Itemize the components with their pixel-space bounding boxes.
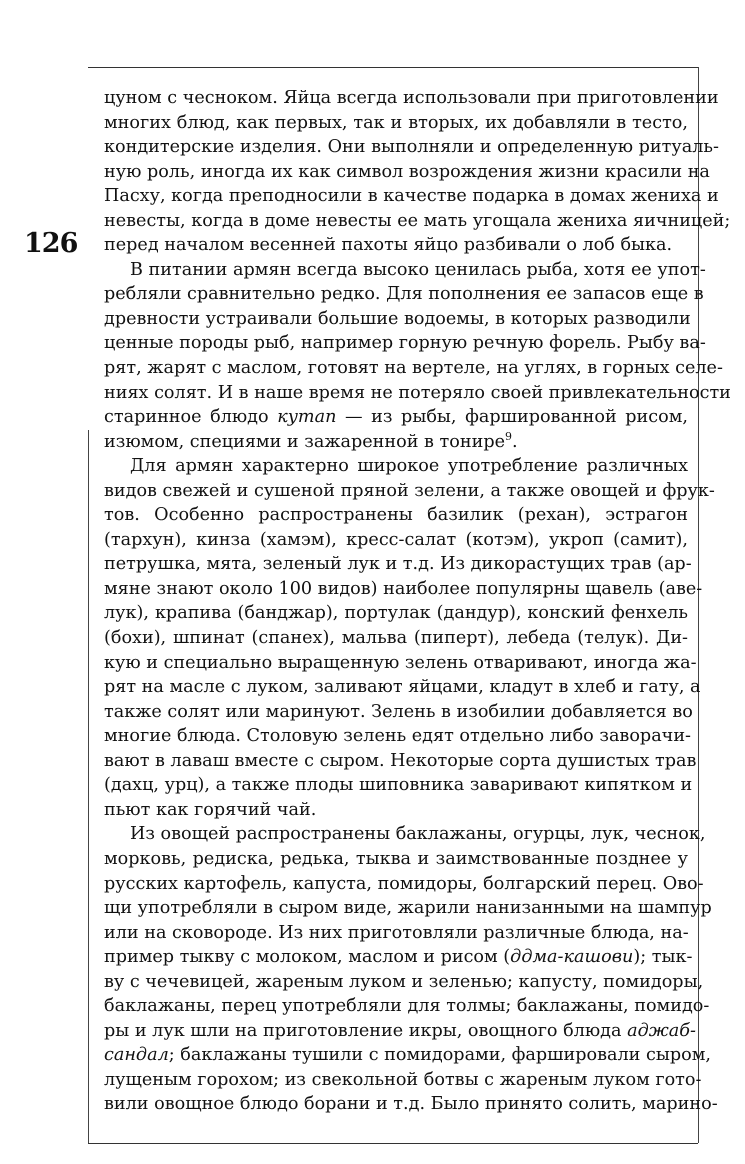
- text-line: [104, 430, 688, 455]
- text-line: видов свежей и сушеной пряной зелени, а также овощей и фрук-: [104, 480, 715, 501]
- text-line: древности устраивали большие водоемы, в которых разводили: [104, 308, 691, 329]
- text-run: — из рыбы, фаршированной рисом,: [336, 407, 688, 428]
- text-line: баклажаны, перец употребляли для толмы; баклажаны, помидо-: [104, 996, 710, 1017]
- text-line: лущеным горохом; из свекольной ботвы с жареным луком гото-: [104, 1069, 702, 1090]
- text-line: кондитерские изделия. Они выполняли и определенную ритуаль-: [104, 137, 719, 158]
- text-run: ; баклажаны тушили с помидорами, фаршировали сыром,: [168, 1045, 711, 1066]
- paragraph: [104, 454, 715, 822]
- text-run: пример тыкву с молоком, маслом и рисом (: [104, 947, 511, 968]
- text-run: ); тык-: [633, 947, 693, 968]
- text-line: (тархун), кинза (хамэм), кресс-салат (котэм), укроп (самит),: [104, 529, 688, 550]
- text-line: рят на масле с луком, заливают яйцами, кладут в хлеб и гату, а: [104, 677, 701, 698]
- text-line: вили овощное блюдо борани и т.д. Было принято солить, марино-: [104, 1094, 718, 1115]
- text-line: русских картофель, капуста, помидоры, болгарский перец. Ово-: [104, 873, 704, 894]
- text-run: .: [512, 431, 518, 452]
- italic-term: аджаб-: [627, 1020, 696, 1041]
- text-line: Из овощей распространены баклажаны, огурцы, лук, чеснок,: [130, 824, 706, 845]
- text-line: кую и специально выращенную зелень отваривают, иногда жа-: [104, 652, 697, 673]
- text-line: цуном с чесноком. Яйца всегда использовали при приготовлении: [104, 88, 719, 108]
- text-line: рят, жарят с маслом, готовят на вертеле, на углях, в горных селе-: [104, 358, 723, 379]
- text-run: ры и лук шли на приготовление икры, овощного блюда: [104, 1020, 628, 1041]
- text-line: пьют как горячий чай.: [104, 799, 317, 820]
- text-line: невесты, когда в доме невесты ее мать угощала жениха яичницей;: [104, 210, 731, 231]
- text-line: [104, 405, 688, 430]
- paragraph: [104, 86, 731, 258]
- text-line: ребляли сравнительно редко. Для пополнения ее запасов еще в: [104, 284, 704, 305]
- text-line: перед началом весенней пахоты яйцо разбивали о лоб быка.: [104, 235, 673, 256]
- text-line: ную роль, иногда их как символ возрождения жизни красили на: [104, 161, 710, 182]
- text-line: петрушка, мята, зеленый лук и т.д. Из дикорастущих трав (ар-: [104, 554, 692, 575]
- text-line: [104, 1043, 711, 1068]
- text-run: старинное блюдо: [104, 407, 278, 428]
- text-line: также солят или маринуют. Зелень в изобилии добавляется во: [104, 701, 693, 722]
- text-line: (бохи), шпинат (спанех), мальва (пиперт), лебеда (телук). Ди-: [104, 628, 688, 649]
- text-line: ниях солят. И в наше время не потеряло своей привлекательности: [104, 382, 731, 403]
- text-line: ву с чечевицей, жареным луком и зеленью; капусту, помидоры,: [104, 971, 704, 992]
- page-number: 126: [24, 228, 78, 259]
- text-line: вают в лаваш вместе с сыром. Некоторые сорта душистых трав: [104, 750, 697, 771]
- body-text: [104, 86, 731, 1117]
- italic-term: ддма-кашови: [510, 947, 634, 968]
- text-line: [104, 945, 693, 970]
- text-line: или на сковороде. Из них приготовляли различные блюда, на-: [104, 922, 689, 943]
- text-line: морковь, редиска, редька, тыква и заимствованные позднее у: [104, 848, 688, 869]
- text-line: лук), крапива (банджар), портулак (дандур), конский фенхель: [104, 603, 688, 624]
- top-rule: [88, 67, 698, 68]
- italic-term: сандал: [104, 1045, 169, 1066]
- left-margin-rule: [88, 430, 89, 1143]
- text-line: В питании армян всегда высоко ценилась рыба, хотя ее упот-: [130, 259, 706, 280]
- text-line: [104, 1019, 696, 1044]
- text-line: тов. Особенно распространены базилик (рехан), эстрагон: [104, 505, 688, 526]
- text-run: изюмом, специями и зажаренной в тонире: [104, 431, 505, 452]
- text-line: многих блюд, как первых, так и вторых, их добавляли в тесто,: [104, 112, 688, 133]
- text-line: Для армян характерно широкое употребление различных: [130, 456, 688, 477]
- bottom-rule: [88, 1143, 698, 1144]
- text-line: ценные породы рыб, например горную речную форель. Рыбу ва-: [104, 333, 706, 354]
- paragraph: [104, 822, 718, 1117]
- footnote-ref[interactable]: 9: [505, 429, 512, 443]
- text-line: Пасху, когда преподносили в качестве подарка в домах жениха и: [104, 186, 719, 207]
- text-line: (дахц, урц), а также плоды шиповника заваривают кипятком и: [104, 775, 693, 796]
- text-line: мяне знают около 100 видов) наиболее популярны щавель (аве-: [104, 578, 703, 599]
- italic-term: кутап: [277, 407, 337, 428]
- paragraph: [104, 258, 731, 454]
- text-line: многие блюда. Столовую зелень едят отдельно либо заворачи-: [104, 726, 691, 747]
- text-line: щи употребляли в сыром виде, жарили нанизанными на шампур: [104, 898, 712, 919]
